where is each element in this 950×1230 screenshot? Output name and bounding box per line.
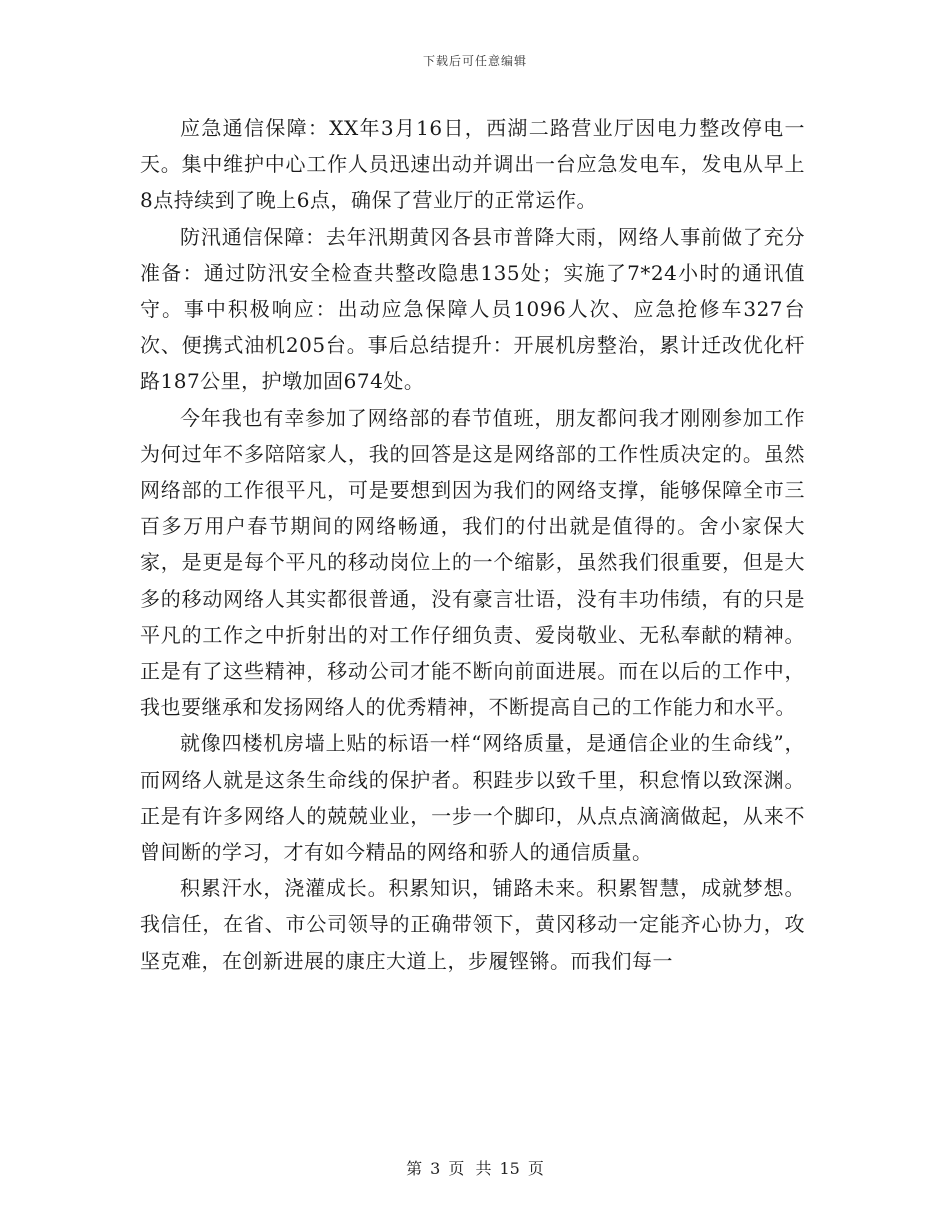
page-footer: [0, 1156, 950, 1179]
footer-prefix: 第: [406, 1159, 423, 1178]
document-body: [140, 110, 805, 979]
paragraph-emergency-communication: 应急通信保障：XX年3月16日，西湖二路营业厅因电力整改停电一天。集中维护中心工作人员迅速出动并调出一台应急发电车，发电从早上8点持续到了晚上6点，确保了营业厅的正常运作。: [140, 116, 805, 213]
page-number: 3: [430, 1159, 441, 1178]
paragraph-network-quality: 就像四楼机房墙上贴的标语一样“网络质量，是通信企业的生命线”，而网络人就是这条生命线的保护者。积跬步以致千里，积怠惰以致深渊。正是有许多网络人的兢兢业业，一步一个脚印，从点点滴滴做起，从来不曾间断的学习，才有如今精品的网络和骄人的通信质量。: [140, 731, 805, 865]
paragraph-flood-communication: 防汛通信保障：去年汛期黄冈各县市普降大雨，网络人事前做了充分准备：通过防汛安全检查共整改隐患135处；实施了7*24小时的通讯值守。事中积极响应：出动应急保障人员1096人次、应急抢修车327台次、便携式油机205台。事后总结提升：开展机房整治，累计迁改优化杆路187公里，护墩加固674处。: [140, 224, 805, 394]
page-header: 下载后可任意编辑: [422, 54, 527, 68]
total-pages: 15: [499, 1159, 520, 1178]
footer-suffix: 页: [527, 1159, 544, 1178]
paragraph-spring-festival-duty: 今年我也有幸参加了网络部的春节值班，朋友都问我才刚刚参加工作为何过年不多陪陪家人，我的回答是这是网络部的工作性质决定的。虽然网络部的工作很平凡，可是要想到因为我们的网络支撑，能够保障全市三百多万用户春节期间的网络畅通，我们的付出就是值得的。舍小家保大家，是更是每个平凡的移动岗位上的一个缩影，虽然我们很重要，但是大多的移动网络人其实都很普通，没有豪言壮语，没有丰功伟绩，有的只是平凡的工作之中折射出的对工作仔细负责、爱岗敬业、无私奉献的精神。正是有了这些精神，移动公司才能不断向前面进展。而在以后的工作中，我也要继承和发扬网络人的优秀精神，不断提高自己的工作能力和水平。: [140, 405, 805, 720]
footer-middle: 页 共: [448, 1159, 492, 1178]
paragraph-accumulation: 积累汗水，浇灌成长。积累知识，铺路未来。积累智慧，成就梦想。我信任，在省、市公司领导的正确带领下，黄冈移动一定能齐心协力，攻坚克难，在创新进展的康庄大道上，步履铿锵。而我们每一: [140, 876, 805, 973]
